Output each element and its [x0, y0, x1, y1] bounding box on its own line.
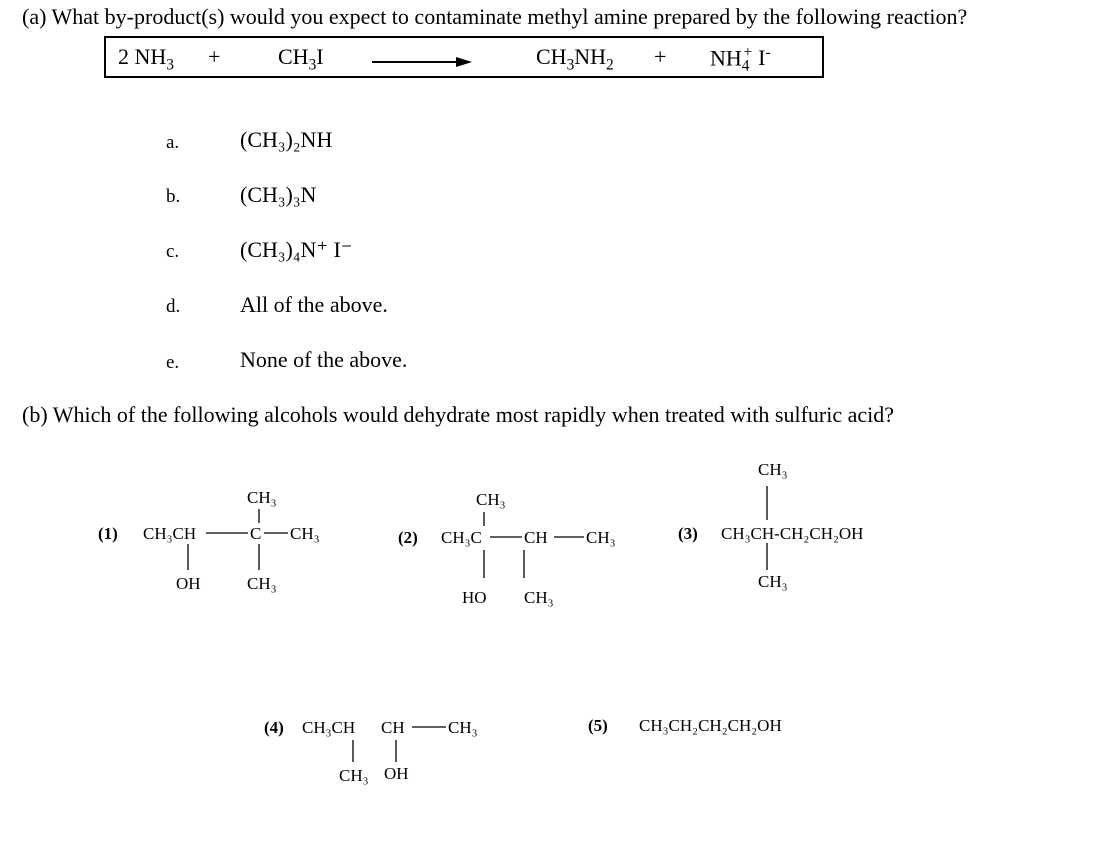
structure-2-top-methyl: CH₃: [476, 490, 506, 509]
structure-4-main-left: CH₃CH: [302, 718, 356, 737]
structure-2-hydroxyl: HO: [462, 588, 487, 607]
structure-3-main: CH₃CH-CH₂CH₂OH: [721, 524, 864, 543]
structure-4-main-right: CH₃: [448, 718, 478, 737]
product-methylamine: $CH_3NH_2$: [536, 44, 614, 74]
option-a-letter: a.: [166, 132, 180, 153]
plus-sign-1: +: [208, 44, 221, 69]
plus-sign-2: +: [654, 44, 667, 69]
structure-4-hydroxyl: OH: [384, 764, 409, 783]
option-a-text: (CH₃)₂NH: [240, 127, 333, 152]
option-d-letter: d.: [166, 296, 181, 317]
structure-5-main: CH₃CH₂CH₂CH₂OH: [639, 716, 782, 735]
structure-2-bottom-methyl: CH₃: [524, 588, 554, 607]
structure-3-top-methyl: CH₃: [758, 460, 788, 479]
structure-1-hydroxyl: OH: [176, 574, 201, 593]
structure-1-main-center: C: [250, 524, 262, 543]
structure-4-number: (4): [264, 718, 284, 737]
question-a: (a) What by-product(s) would you expect to contaminate methyl amine prepared by the following reaction?: [22, 4, 968, 29]
reactant-ammonia: 2 $NH_3$: [118, 44, 174, 74]
option-c-text: (CH₃)₄N⁺ I⁻: [240, 237, 353, 262]
option-e-letter: e.: [166, 352, 180, 373]
product-ammonium-iodide: $NH_4^+$ I-: [710, 44, 771, 75]
structure-1-main-right: CH₃: [290, 524, 320, 543]
reaction-arrow: [372, 56, 472, 68]
structure-2-main-center: CH: [524, 528, 548, 547]
structure-5-number: (5): [588, 716, 608, 735]
structure-1-main-left: CH₃CH: [143, 524, 197, 543]
option-e-text: None of the above.: [240, 347, 408, 372]
option-b-text: (CH₃)₃N: [240, 182, 317, 207]
structure-2-number: (2): [398, 528, 418, 547]
structure-3-bottom-methyl: CH₃: [758, 572, 788, 591]
structure-3-number: (3): [678, 524, 698, 543]
option-d-text: All of the above.: [240, 292, 388, 317]
reactant-methyl-iodide: $CH_3I$: [278, 44, 324, 74]
option-b-letter: b.: [166, 186, 181, 207]
structure-1-bottom-methyl: CH₃: [247, 574, 277, 593]
question-b: (b) Which of the following alcohols would dehydrate most rapidly when treated with sulfuric acid?: [22, 402, 895, 427]
structure-4-main-center: CH: [381, 718, 405, 737]
structure-4-bottom-methyl: CH₃: [339, 766, 369, 785]
structure-2-main-right: CH₃: [586, 528, 616, 547]
structure-2-main-left: CH₃C: [441, 528, 482, 547]
structure-1-top-methyl: CH₃: [247, 488, 277, 507]
option-c-letter: c.: [166, 241, 180, 262]
structure-1-number: (1): [98, 524, 118, 543]
